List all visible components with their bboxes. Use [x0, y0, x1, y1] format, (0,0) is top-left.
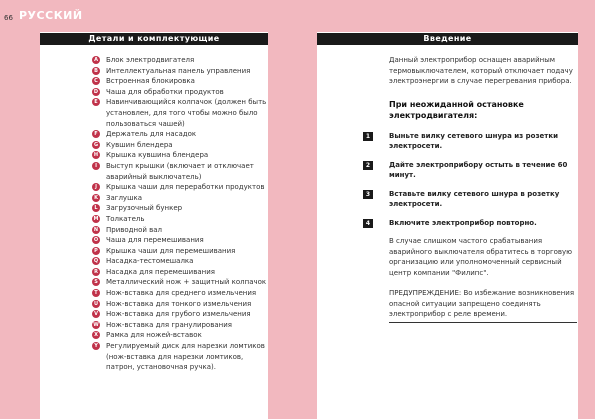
step-text: Выньте вилку сетевого шнура из розетки электросети. — [389, 131, 558, 150]
part-letter-badge: N — [93, 226, 99, 233]
part-label: Выступ крышки (включает и отключает аварийный выключатель) — [106, 161, 254, 181]
part-letter-badge: U — [93, 300, 99, 307]
part-item — [92, 150, 268, 161]
part-letter-badge: C — [92, 77, 100, 85]
part-letter-badge: H — [93, 152, 99, 159]
part-item — [92, 288, 268, 299]
part-label: Нож-вставка для грубого измельчения — [106, 310, 251, 319]
step-number: 2 — [363, 161, 373, 170]
part-label: Толкатель — [106, 214, 145, 223]
part-label: Крышка кувшина блендера — [106, 151, 209, 160]
part-item — [92, 246, 268, 257]
part-letter-badge: S — [92, 278, 100, 286]
language-title: РУССКИЙ — [19, 9, 83, 22]
part-item — [92, 299, 268, 310]
part-letter-badge: B — [92, 67, 100, 75]
part-label: Насадка-тестомешалка — [106, 257, 194, 266]
part-letter-badge: D — [93, 88, 99, 95]
part-letter-badge: J — [92, 183, 100, 191]
part-letter-badge: T — [92, 289, 100, 297]
part-label: Приводной вал — [106, 225, 163, 234]
part-item — [92, 182, 268, 193]
part-item — [92, 140, 268, 151]
part-letter-badge: X — [92, 331, 100, 339]
step-item — [365, 189, 577, 210]
part-letter-badge: V — [92, 310, 100, 318]
part-label: Кувшин блендера — [106, 140, 173, 149]
step-text: Включите электроприбор повторно. — [389, 218, 537, 227]
part-item — [92, 256, 268, 267]
part-label: Встроенная блокировка — [106, 77, 195, 86]
part-letter-badge: M — [93, 215, 99, 222]
part-letter-badge: K — [92, 194, 100, 202]
part-letter-badge: P — [92, 247, 100, 255]
part-item — [92, 55, 268, 66]
part-item — [92, 129, 268, 140]
part-letter-badge: O — [93, 237, 99, 244]
steps-list — [365, 131, 577, 229]
note-paragraph: В случае слишком частого срабатывания аварийного выключателя обратитесь в торговую организацию или уполномоченный сервисный центр компании "Филипс". — [389, 237, 573, 277]
part-label: Блок электродвигателя — [106, 56, 195, 64]
step-text: Вставьте вилку сетевого шнура в розетку электросети. — [389, 189, 560, 208]
step-number: 1 — [363, 132, 373, 141]
step-item — [365, 160, 577, 181]
part-item — [92, 267, 268, 278]
part-label: Крышка чаши для переработки продуктов — [106, 183, 265, 192]
center-gutter-band — [268, 32, 317, 419]
part-label: Держатель для насадок — [106, 130, 197, 139]
part-letter-badge: Q — [93, 258, 99, 265]
part-label: Загрузочный бункер — [106, 204, 183, 213]
part-label: Регулируемый диск для нарезки ломтиков (нож-вставка для нарезки ломтиков, патрон, установочная ручка). — [106, 342, 265, 372]
part-letter-badge: I — [92, 162, 100, 170]
part-item — [92, 330, 268, 341]
part-letter-badge: W — [93, 321, 99, 328]
part-letter-badge: E — [92, 98, 100, 106]
part-label: Крышка чаши для перемешивания — [106, 246, 236, 255]
part-label: Насадка для перемешивания — [106, 267, 215, 276]
part-label: Нож-вставка для среднего измельчения — [106, 289, 257, 298]
part-item — [92, 161, 268, 182]
part-item — [92, 235, 268, 246]
left-margin-band — [0, 32, 40, 419]
part-item — [92, 277, 268, 288]
part-label: Рамка для ножей-вставок — [106, 331, 202, 340]
part-item — [92, 225, 268, 236]
part-item — [92, 214, 268, 225]
part-item — [92, 193, 268, 204]
step-number: 3 — [363, 190, 373, 199]
part-letter-badge: A — [92, 56, 100, 64]
part-item — [92, 66, 268, 77]
parts-section-title: Детали и комплектующие — [40, 33, 268, 45]
part-letter-badge: F — [92, 130, 100, 138]
part-item — [92, 309, 268, 320]
part-letter-badge: R — [92, 268, 100, 276]
part-item — [92, 203, 268, 214]
part-label: Чаша для обработки продуктов — [106, 87, 224, 96]
intro-paragraph: Данный электроприбор оснащен аварийным термовыключателем, который отключает подачу электроэнергии в случае перегревания прибора. — [389, 56, 573, 85]
parts-list — [92, 55, 268, 373]
part-label: Интеллектуальная панель управления — [106, 66, 251, 75]
part-letter-badge: Y — [92, 342, 100, 350]
warning-paragraph: ПРЕДУПРЕЖДЕНИЕ: Во избежание возникновения опасной ситуации запрещено соединять электроприбор с реле времени. — [389, 288, 577, 323]
part-item — [92, 341, 268, 373]
part-item — [92, 87, 268, 98]
part-letter-badge: G — [93, 141, 99, 148]
page-number: 66 — [4, 14, 13, 22]
step-number: 4 — [363, 219, 373, 228]
part-label: Нож-вставка для тонкого измельчения — [106, 299, 252, 308]
header-band — [0, 0, 595, 32]
step-text: Дайте электроприбору остыть в течение 60 минут. — [389, 160, 568, 179]
part-item — [92, 320, 268, 331]
intro-column — [365, 55, 577, 330]
part-label: Заглушка — [106, 193, 142, 202]
part-label: Нож-вставка для гранулирования — [106, 320, 232, 329]
stop-subheading: При неожиданной остановке электродвигателя: — [389, 99, 524, 120]
intro-section-title: Введение — [317, 33, 578, 45]
part-label: Металлический нож + защитный колпачок — [106, 278, 267, 287]
part-item — [92, 76, 268, 87]
part-label: Навинчивающийся колпачок (должен быть установлен, для того чтобы можно было пользоваться чашей) — [106, 98, 267, 128]
part-item — [92, 97, 268, 129]
part-label: Чаша для перемешивания — [106, 236, 204, 245]
part-letter-badge: L — [92, 204, 100, 212]
step-item — [365, 131, 577, 152]
right-margin-band — [578, 32, 595, 419]
step-item — [365, 218, 577, 229]
